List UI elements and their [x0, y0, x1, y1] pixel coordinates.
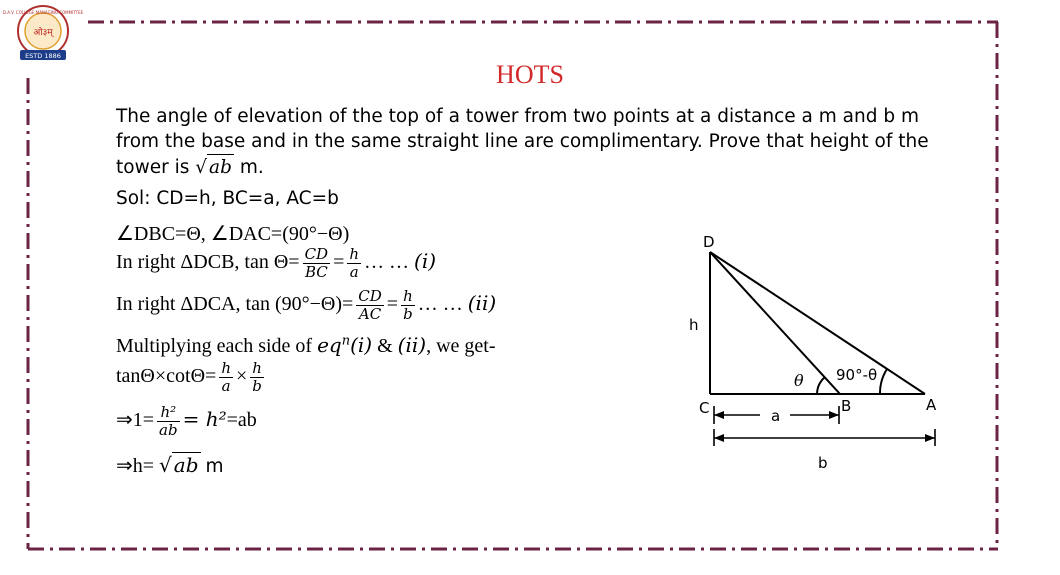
product-line: tanΘ×cotΘ= $\frac{h}{a}$ × $\frac{h}{b}$	[116, 359, 262, 395]
sol-line: Sol: CD=h, BC=a, AC=b	[116, 188, 339, 209]
svg-text:ओ३म्: ओ३म्	[33, 28, 53, 38]
problem-unit: m.	[239, 157, 264, 178]
angle-complement-label: 90°-θ	[836, 366, 878, 384]
svg-text:D.A.V. COLLEGE MANAGING COMMIT: D.A.V. COLLEGE MANAGING COMMITTEE	[2, 10, 84, 15]
equation-2: In right ΔDCA, tan (90°−Θ)= $\frac{CD}{AC}$ = $\frac{h}{b}$ … … (ii)	[116, 287, 497, 323]
angle-arc-b	[817, 377, 825, 394]
label-b: B	[841, 397, 852, 415]
label-a-length: a	[771, 407, 781, 425]
angle-arc-a	[880, 369, 887, 394]
line-db	[710, 252, 840, 394]
label-a: A	[926, 396, 937, 414]
sqrt-expression: √ ab	[195, 154, 234, 180]
label-b-length: b	[818, 454, 828, 472]
label-h: h	[689, 316, 699, 334]
angles-line: ∠DBC=Θ, ∠DAC=(90°−Θ)	[116, 223, 350, 245]
result-line-1: ⇒1= $\frac{\text{h²}}{ab}$ = h²=ab	[116, 403, 257, 439]
label-d: D	[703, 233, 715, 251]
angle-theta-label: θ	[794, 371, 804, 390]
equation-1: In right ΔDCB, tan Θ= $\frac{CD}{BC}$ = $\frac{h}{a}$ … … (i)	[116, 245, 437, 281]
result-line-2: ⇒h= √ ab m	[116, 453, 224, 477]
label-c: C	[699, 399, 710, 417]
problem-text: The angle of elevation of the top of a tower from two points at a distance a m and b m from the base and in the same straight line are complimentary. Prove that height of the tower is	[116, 106, 929, 178]
line-da	[710, 252, 925, 394]
multiply-line: Multiplying each side of $eq^n(i)$ & (ii), we get-	[116, 333, 496, 357]
svg-text:ESTD 1886: ESTD 1886	[25, 52, 61, 60]
page-title: HOTS	[496, 60, 564, 89]
